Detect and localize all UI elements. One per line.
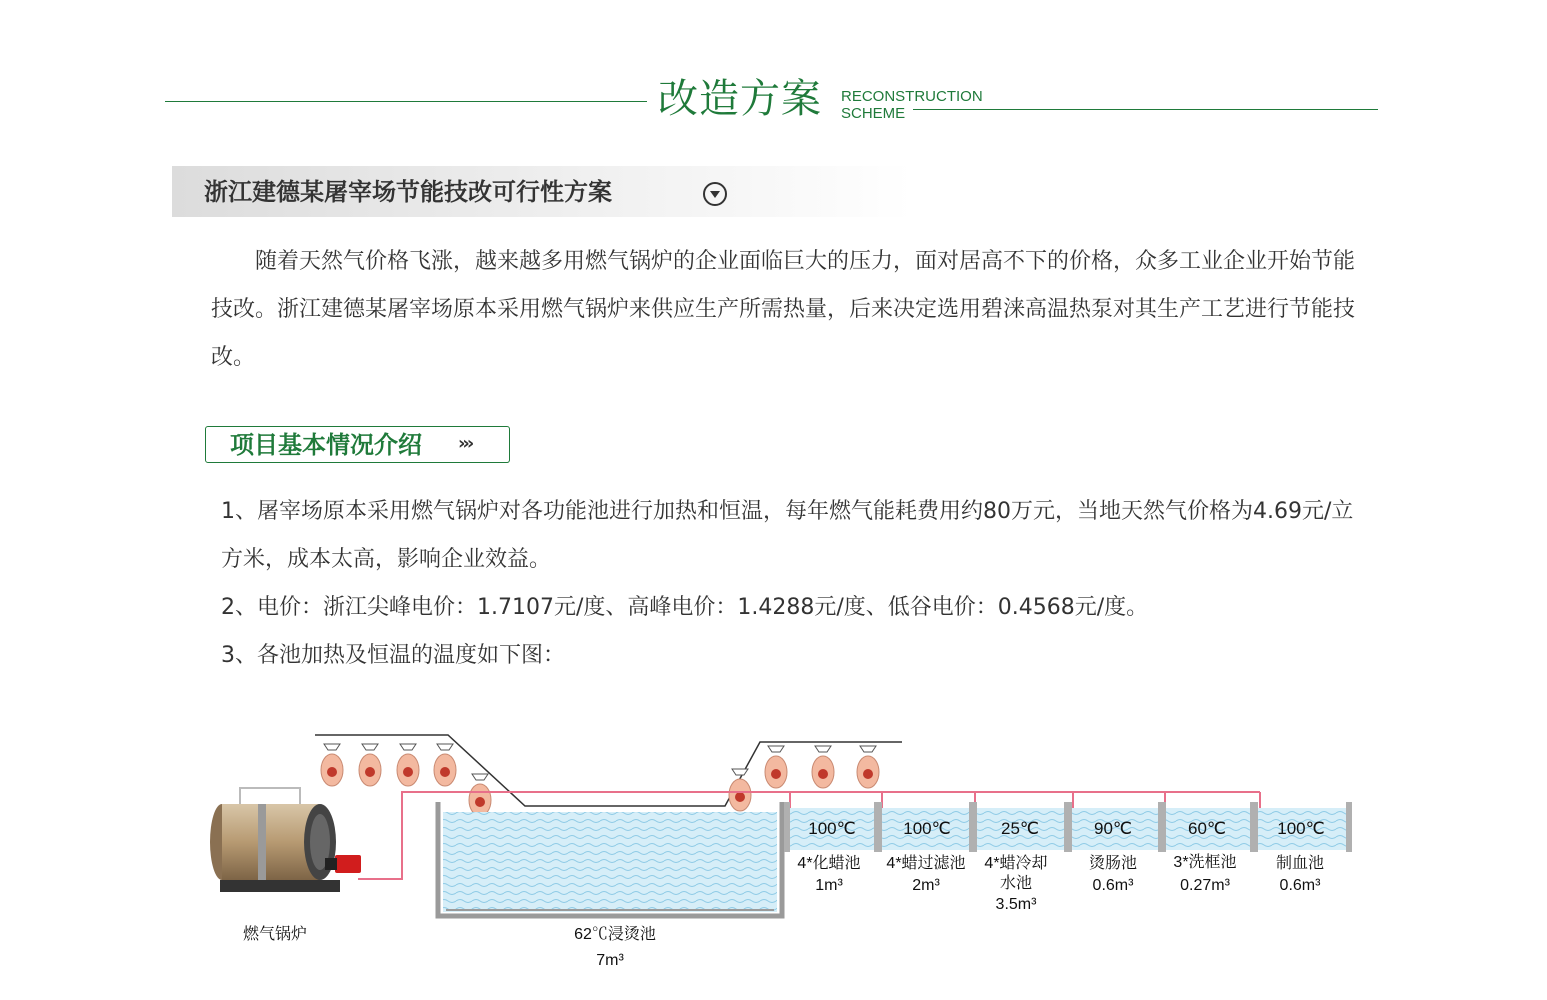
pool-temp: 100℃ <box>903 819 951 838</box>
pool-temp: 100℃ <box>808 819 856 838</box>
pool-name: 3*洗框池 <box>1173 854 1237 871</box>
page-title-english-line2: SCHEME <box>841 105 906 122</box>
intro-paragraph: 随着天然气价格飞涨，越来越多用燃气锅炉的企业面临巨大的压力，面对居高不下的价格，众多工业企业开始节能技改。浙江建德某屠宰场原本采用燃气锅炉来供应生产所需热量，后来决定选用碧涞高温热泵对其生产工艺进行节能技改。 <box>211 249 1356 370</box>
pool-temp: 90℃ <box>1093 819 1132 838</box>
page-title: 改造方案 <box>658 76 822 122</box>
header-rule-right <box>913 109 1378 110</box>
point-1: 1、屠宰场原本采用燃气锅炉对各功能池进行加热和恒温，每年燃气能耗费用约80万元，当地天然气价格为4.69元/立方米，成本太高，影响企业效益。 <box>221 499 1354 572</box>
pool-volume: 0.6m³ <box>1279 877 1321 894</box>
header-rule-left <box>165 101 647 102</box>
banner-title: 浙江建德某屠宰场节能技改可行性方案 <box>204 178 612 206</box>
page-title-english <box>841 88 983 122</box>
pool-temp: 25℃ <box>1000 819 1039 838</box>
expand-toggle-icon[interactable] <box>703 182 727 206</box>
boiler-label: 燃气锅炉 <box>242 926 307 943</box>
pool-volume: 0.6m³ <box>1092 877 1134 894</box>
gas-boiler <box>210 788 361 892</box>
pool-volume: 0.27m³ <box>1180 877 1230 894</box>
point-2: 2、电价：浙江尖峰电价：1.7107元/度、高峰电价：1.4288元/度、低谷电价：0.4568元/度。 <box>221 595 1149 620</box>
pool-name: 4*蜡过滤池 <box>886 855 966 872</box>
pool-name: 烫肠池 <box>1088 855 1137 872</box>
section-tag <box>205 426 510 463</box>
pool-name: 4*化蜡池 <box>797 855 861 872</box>
section-title: 项目基本情况介绍 <box>230 431 422 459</box>
point-3: 3、各池加热及恒温的温度如下图： <box>221 643 565 668</box>
pool-temp: 60℃ <box>1187 819 1226 838</box>
tank-volume: 7m³ <box>596 952 624 969</box>
info-points <box>221 488 1361 680</box>
pool-temp: 100℃ <box>1277 819 1325 838</box>
pool-name: 4*蜡冷却水池 <box>984 855 1048 892</box>
pool-name: 制血池 <box>1275 855 1324 872</box>
chevrons-right-icon: ››› <box>458 433 472 454</box>
carcass-hooks <box>321 744 879 816</box>
scalding-tank <box>438 802 782 916</box>
pool-volume: 1m³ <box>815 877 843 894</box>
pool-volume: 3.5m³ <box>995 896 1037 913</box>
page-title-english-line1: RECONSTRUCTION <box>841 88 983 105</box>
tank-label: 62℃浸烫池 <box>574 926 656 943</box>
scheme-banner <box>172 166 912 217</box>
process-diagram <box>200 720 1360 990</box>
pool-volume: 2m³ <box>912 877 940 894</box>
